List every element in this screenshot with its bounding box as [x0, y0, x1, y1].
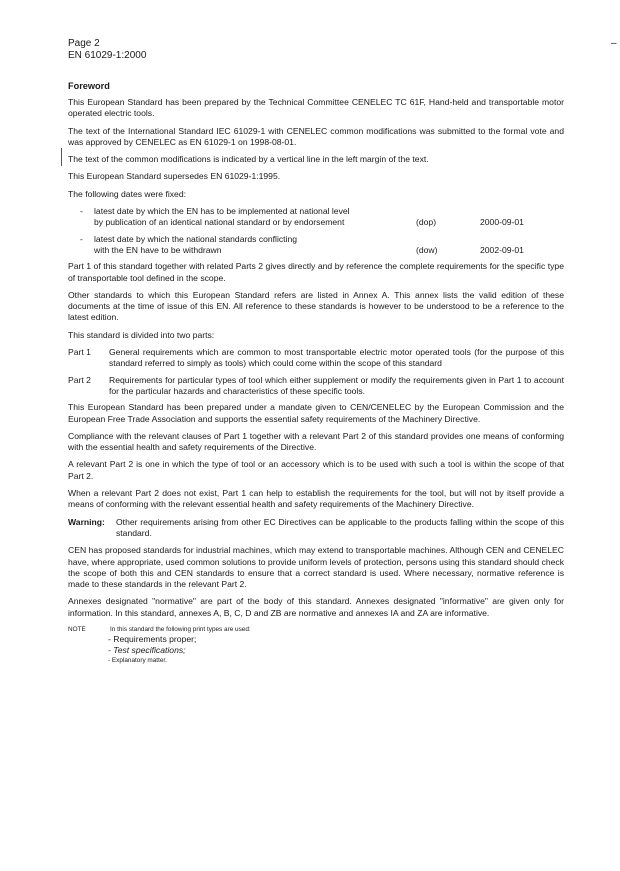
date-item-text-line2 [94, 217, 564, 228]
foreword-section [68, 80, 564, 666]
modification-margin-line [61, 148, 62, 166]
paragraph-vote: The text of the International Standard IEC 61029-1 with CENELEC common modifications was submitted to the formal vote and was approved by CENELEC as EN 61029-1 on 1998-08-01. [68, 125, 564, 147]
paragraph-committee: This European Standard has been prepared by the Technical Committee CENELEC TC 61F, Hand-held and transportable motor operated electric tools. [68, 97, 564, 119]
paragraph-parts-reference: Part 1 of this standard together with related Parts 2 gives directly and by reference the complete requirements for the specific type of transportable tool defined in the scope. [68, 261, 564, 283]
corner-mark: – [611, 38, 617, 49]
paragraph-dates-intro: The following dates were fixed: [68, 188, 186, 199]
date-abbreviation: (dow) [416, 244, 438, 255]
date-item-text-line1: latest date by which the national standards conflicting [94, 233, 298, 244]
note-item-explanatory: - Explanatory matter. [108, 656, 167, 664]
paragraph-no-part2: When a relevant Part 2 does not exist, Part 1 can help to establish the requirements for the tool, but will not by itself provide a means of conforming with the relevant essential health and safety requirements of the Machinery Directive. [68, 488, 564, 510]
warning-label: Warning: [68, 516, 105, 527]
warning-text: Other requirements arising from other EC Directives can be applicable to the products falling within the scope of this standard. [116, 516, 564, 538]
warning-block [68, 517, 564, 540]
paragraph-relevant-part2: A relevant Part 2 is one in which the type of tool or an accessory which is to be used with such a tool is within the scope of that Part 2. [68, 459, 564, 481]
section-title: Foreword [68, 81, 110, 91]
note-item-test-specifications: - Test specifications; [108, 644, 186, 655]
date-item-dop [68, 206, 564, 229]
date-item-text-line2 [94, 245, 564, 256]
page-number: Page 2 [68, 38, 100, 49]
note-item-requirements: - Requirements proper; [108, 633, 197, 644]
date-value: 2002-09-01 [480, 244, 524, 255]
part-description: General requirements which are common to most transportable electric motor operated tools (for the purpose of this standard referred to simply as tools) which could come within the scope of this standard [109, 347, 564, 369]
paragraph-supersedes: This European Standard supersedes EN 61029-1:1995. [68, 171, 281, 182]
paragraph-compliance: Compliance with the relevant clauses of Part 1 together with a relevant Part 2 of this standard provides one means of conforming with the essential health and safety requirements of the Directive. [68, 430, 564, 453]
note-block [68, 625, 564, 634]
paragraph-mandate: This European Standard has been prepared under a mandate given to CEN/CENELEC by the European Commission and the European Free Trade Association and supports the essential safety requirements of the Machinery Directive. [68, 402, 564, 424]
document-id: EN 61029-1:2000 [68, 50, 147, 61]
date-item-text-line2-content: with the EN have to be withdrawn [94, 244, 222, 255]
list-dash: - [80, 206, 83, 217]
part-2-item [68, 375, 564, 398]
date-item-text-line1: latest date by which the EN has to be implemented at national level [94, 206, 350, 217]
part-1-item [68, 347, 564, 370]
part-description: Requirements for particular types of tool which either supplement or modify the requirements given in Part 1 to account for the particular hazards and characteristics of these specific tools. [109, 374, 564, 396]
paragraph-cen: CEN has proposed standards for industrial machines, which may extend to transportable machines. Although CEN and CENELEC have, where appropriate, used common solutions to provide uniform levels of protection, persons using this standard should check the scope of both this and CEN standards to ensure that a correct standard is used. Where necessary, normative reference is made to these standards in the relevant Part 2. [68, 545, 564, 590]
date-item-dow [68, 234, 564, 257]
part-label: Part 2 [68, 374, 91, 385]
date-item-text-line2-content: by publication of an identical national standard or by endorsement [94, 217, 345, 228]
paragraph-modifications-text: The text of the common modifications is indicated by a vertical line in the left margin of the text. [68, 154, 429, 165]
paragraph-annexes: Annexes designated "normative" are part of the body of this standard. Annexes designated "informative" are given only for information. In this standard, annexes A, B, C, D and ZB are normative and annexes IA and ZA are informative. [68, 596, 564, 618]
part-label: Part 1 [68, 347, 91, 358]
note-text: In this standard the following print types are used: [110, 625, 251, 633]
note-list [68, 634, 564, 666]
paragraph-parts-intro: This standard is divided into two parts: [68, 329, 215, 340]
paragraph-annex-a: Other standards to which this European Standard refers are listed in Annex A. This annex lists the valid edition of these documents at the time of issue of this EN. All reference to these standards is however to be understood to be a reference to the latest edition. [68, 289, 564, 323]
note-label: NOTE [68, 625, 86, 633]
date-value: 2000-09-01 [480, 217, 524, 228]
page-header [68, 38, 146, 62]
list-dash: - [80, 233, 83, 244]
date-abbreviation: (dop) [416, 217, 437, 228]
paragraph-modifications [68, 154, 564, 165]
